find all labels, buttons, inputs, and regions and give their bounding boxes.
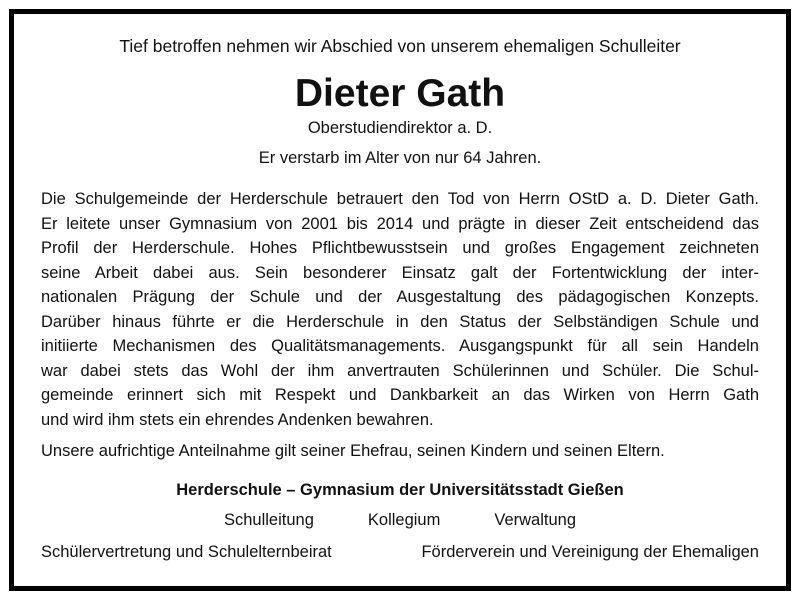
intro-line: Tief betroffen nehmen wir Abschied von unserem ehemaligen Schulleiter xyxy=(119,36,681,56)
signatory: Förderverein und Vereinigung der Ehemaligen xyxy=(421,543,759,561)
tribute-line: seine Arbeit dabei aus. Sein besonderer Einsatz galt der Fortentwicklung der inter- xyxy=(41,263,759,282)
signatory: Schulleitung xyxy=(223,511,314,529)
signatory: Verwaltung xyxy=(494,511,576,529)
tribute-line: und wird ihm stets ein ehrendes Andenken bewahren. xyxy=(41,410,434,429)
tribute-line: Er leitete unser Gymnasium von 2001 bis 2014 und prägte in dieser Zeit entscheidend das xyxy=(41,214,759,233)
age-line: Er verstarb im Alter von nur 64 Jahren. xyxy=(258,149,542,167)
deceased-title: Oberstudiendirektor a. D. xyxy=(307,119,493,137)
signatories-row-2 xyxy=(41,543,759,562)
tribute-line: initiierte Mechanismen des Qualitätsmanagements. Ausgangspunkt für all sein Handeln xyxy=(41,337,759,355)
tribute-line: Profil der Herderschule. Hohes Pflichtbewusstsein und großes Engagement zeichneten xyxy=(41,239,759,257)
tribute-line: nationalen Prägung der Schule und der Ausgestaltung des pädagogischen Konzepts. xyxy=(41,288,759,306)
tribute-line: war dabei stets das Wohl der ihm anvertrauten Schülerinnen und Schüler. Die Schul- xyxy=(41,361,759,380)
deceased-name: Dieter Gath xyxy=(294,72,506,115)
tribute-line: gemeinde erinnert sich mit Respekt und Dankbarkeit an das Wirken von Herrn Gath xyxy=(41,386,759,404)
signatory: Schülervertretung und Schulelternbeirat xyxy=(41,543,332,561)
condolence-line: Unsere aufrichtige Anteilnahme gilt seiner Ehefrau, seinen Kindern und seinen Eltern. xyxy=(41,442,665,460)
tribute-line: Darüber hinaus führte er die Herderschule in den Status der Selbständigen Schule und xyxy=(41,312,759,331)
signatories-row-1 xyxy=(0,511,800,530)
tribute-line: Die Schulgemeinde der Herderschule betrauert den Tod von Herrn OStD a. D. Dieter Gath. xyxy=(41,190,759,208)
tribute-text xyxy=(41,187,759,432)
signatory: Kollegium xyxy=(367,511,441,529)
school-name: Herderschule – Gymnasium der Universitätsstadt Gießen xyxy=(176,481,624,499)
